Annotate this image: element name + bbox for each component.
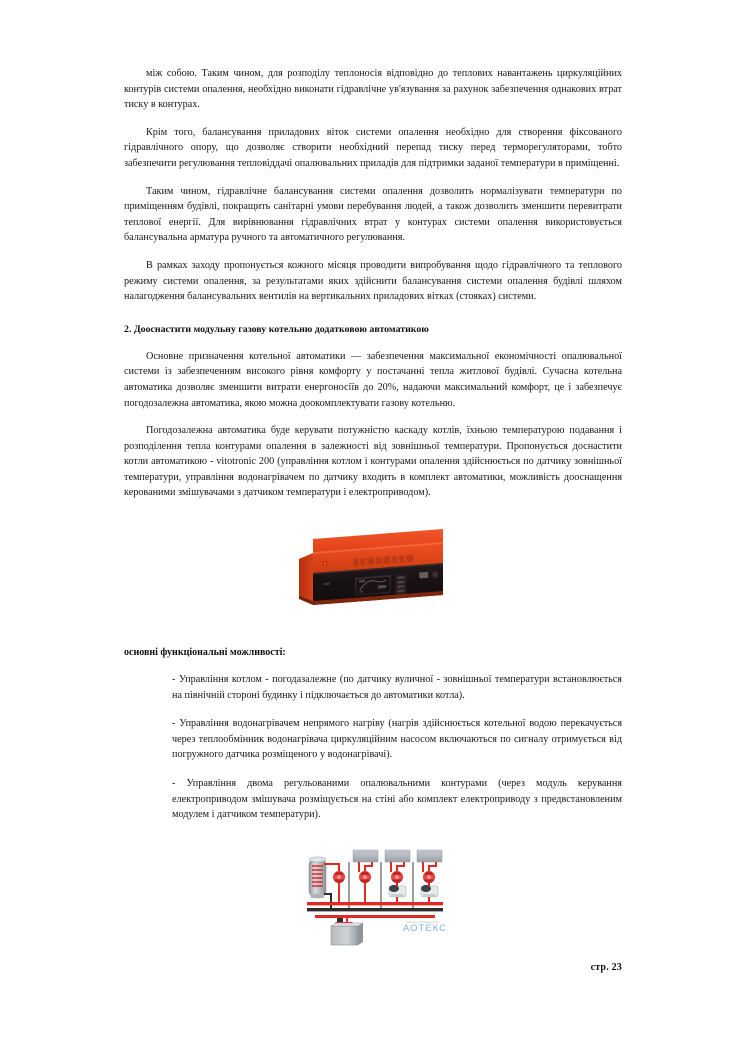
- scheme-valve-1: [333, 871, 345, 883]
- controller-lcd-display: [355, 575, 391, 596]
- paragraph-4: В рамках заходу пропонується кожного місяця проводити випробування щодо гідравлічного та теплового режиму системи опалення, за результатами яких здійснити балансування системи опалення будівлі шляхом налагодження балансувальних вентилів на вертикальних приладових вітках (стояках) системи.: [124, 259, 622, 303]
- scheme-pump-2: [421, 885, 438, 897]
- features-list: [124, 672, 622, 823]
- scheme-radiators: [353, 850, 442, 862]
- paragraph-6: Погодозалежна автоматика буде керувати потужністю каскаду котлів, їхньою температурою подавання і розподілення тепла контурами опалення в залежності від зовнішньої температури. Пропонується доснастити котли автоматикою - vitotronic 200 (управління котлом і контурами опалення здійснюється по датчику зовнішньої температури, управління водонагрівачем по датчику входить в комплект автоматики, можливість дооснащення керованими змішувачами з датчиком температури і електроприводом).: [124, 425, 622, 499]
- controller-button-column[interactable]: [395, 574, 407, 596]
- scheme-valve-2: [359, 871, 371, 883]
- logo-text: АОТЕКС: [403, 922, 447, 934]
- paragraph-1: між собою. Таким чином, для розподілу теплоносія відповідно до теплових навантажень циркуляційних контурів системи опалення, необхідно виконати гідравлічне ув'язування за рахунок забезпечення однакових втрат тиску в контурах.: [124, 68, 622, 111]
- page-number-label: стр. 23: [590, 962, 622, 973]
- scheme-lower-supply-manifold: [315, 915, 435, 918]
- controller-left-side: [299, 553, 313, 601]
- controller-illustration: [293, 515, 453, 627]
- paragraph-3: Таким чином, гідравлічне балансування системи опалення дозволить нормалізувати температури по приміщенням будівлі, покращить санітарні умови перебування людей, а також дозволить зменшити перевитрати теплової енергії. Для вирівнювання гідравлічних втрат у контурах системи опалення використовується балансувальна арматура ручного та автоматичного регулювання.: [124, 185, 622, 244]
- heating-scheme-illustration: [291, 836, 455, 946]
- scheme-supply-manifold: [307, 902, 443, 905]
- scheme-radiator-1: [353, 850, 378, 862]
- scheme-mixing-valves: [333, 871, 435, 883]
- scheme-radiator-3: [417, 850, 442, 862]
- paragraph-2: Крім того, балансування приладових віток системи опалення необхідно для створення фіксованого гідравлічного опору, що дозволяє створити необхідний перепад тиску перед терморегуляторами, тобто забезпечити регулювання тепловіддачі опалювальних приладів для підтримки заданої температури в приміщенні.: [124, 126, 622, 169]
- scheme-boiler: [331, 918, 363, 945]
- feature-item-heating-circuits-control: - Управління двома регульованими опалювальними контурами (через модуль керування електроприводом змішувача розміщується на стіні або комплект електроприводу з предвстановленим модулем і датчиком температури).: [172, 778, 622, 821]
- feature-item-water-heater-control: - Управління водонагрівачем непрямого нагріву (нагрів здійснюється котельної водою перекачується через теплообмінник водонагрівача циркуляційним насосом включаються по сигналу отримується від погружного датчика розміщеного у водонагрівачі).: [172, 718, 622, 761]
- scheme-riser-pipes-secondary: [365, 862, 436, 872]
- scheme-pump-1: [389, 885, 406, 897]
- features-heading: основні функціональні можливості:: [124, 647, 286, 659]
- figure-heating-scheme: [291, 836, 455, 946]
- figure-controller-photo: [293, 515, 453, 627]
- scheme-valve-3: [391, 871, 403, 883]
- page-footer: [124, 962, 622, 973]
- page-content: [124, 66, 622, 952]
- controller-left-knob[interactable]: [323, 583, 330, 586]
- scheme-return-pipe-tank: [324, 894, 331, 908]
- scheme-valve-4: [423, 871, 435, 883]
- section-heading-2: 2. Дооснастити модульну газову котельню додатковою автоматикою: [124, 323, 429, 335]
- logo-tagline: Газове обладнання: [407, 919, 439, 924]
- scheme-radiator-2: [385, 850, 410, 862]
- scheme-return-manifold: [307, 908, 443, 911]
- scheme-logo: [403, 920, 447, 934]
- scheme-water-heater-tank: [309, 857, 326, 898]
- scheme-drop-pipes: [339, 883, 429, 904]
- paragraph-5: Основне призначення котельної автоматики — забезпечення максимальної економічності опалювальної системи із забезпеченням високого рівня комфорту у постачанні тепла житлової будівлі. Сучасна котельна автоматика дозволяє зменшити витрати енергоносіїв до 20%, надаючи максимальний комфорт, це і забезпечує погодозалежна автоматика, якою можна доокомплектувати газову котельню.: [124, 350, 622, 409]
- controller-logo-mark: [323, 561, 328, 566]
- feature-item-boiler-control: - Управління котлом - погодазалежне (по датчику вуличної - зовнішньої температури встановлюється на північній стороні будинку і підключається до автоматики котла).: [172, 674, 622, 701]
